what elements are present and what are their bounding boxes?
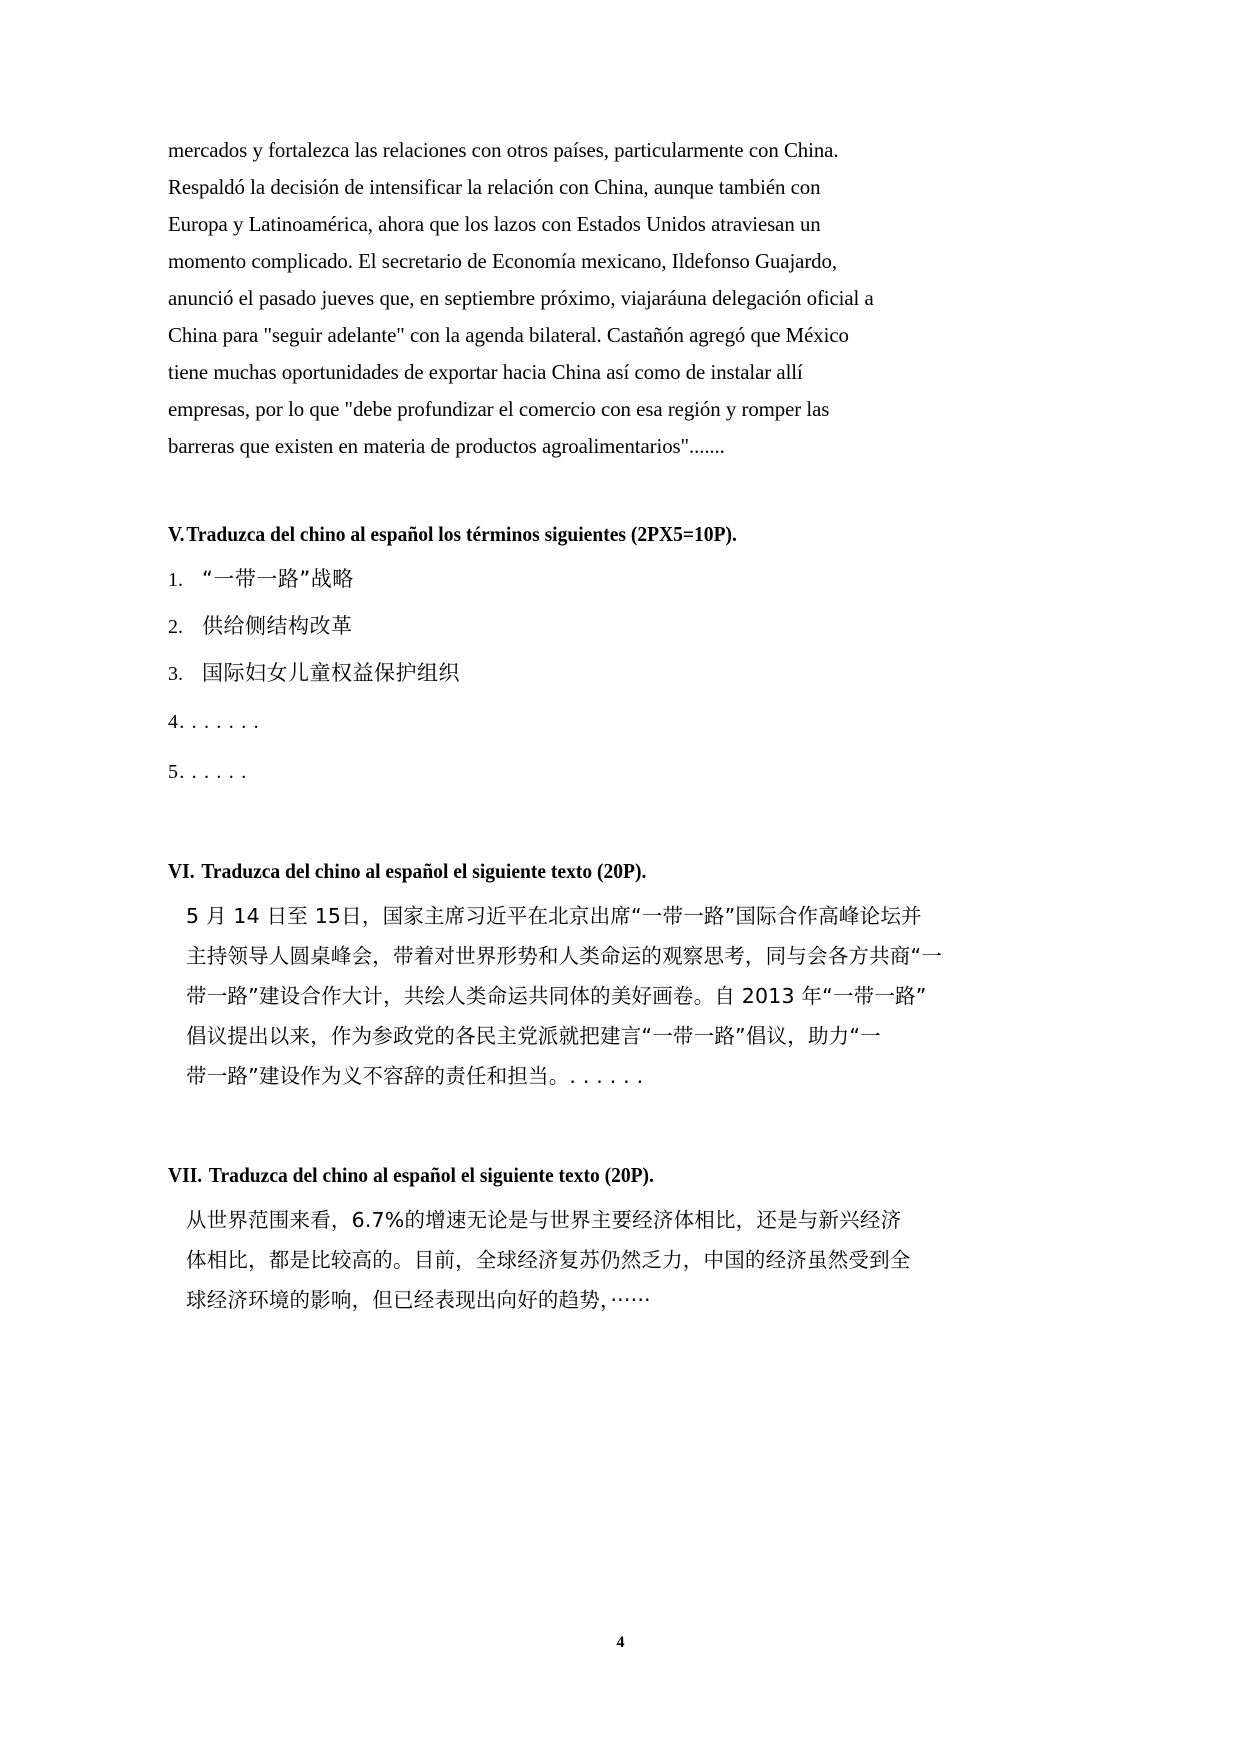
list-item-number: 3. <box>168 663 183 685</box>
list-item-text: 供给侧结构改革 <box>202 614 353 638</box>
section-spacer <box>168 840 908 856</box>
section-title-vii: Traduzca del chino al español el siguiente texto (20P). <box>208 1163 654 1187</box>
list-item <box>168 612 908 641</box>
chinese-body-vii <box>168 1200 911 1320</box>
heading-spacer <box>168 549 908 565</box>
page-number: 4 <box>616 1634 625 1651</box>
body-line: 从世界范围来看，6.7%的增速无论是与世界主要经济体相比，还是与新兴经济 <box>186 1208 902 1232</box>
paragraph-line: Respaldó la decisión de intensificar la relación con China, aunque también con <box>168 175 821 199</box>
chinese-body-vi <box>168 896 943 1096</box>
paragraph-line: tiene muchas oportunidades de exportar hacia China así como de instalar allí <box>168 360 803 384</box>
list-item-number: 1. <box>168 569 183 591</box>
section-numeral-vii: VII. <box>168 1163 203 1187</box>
list-item-placeholder: 5. . . . . . <box>168 761 248 783</box>
section-spacer <box>168 1150 908 1160</box>
heading-spacer <box>168 1190 908 1200</box>
list-item-text: “一带一路”战略 <box>202 567 354 591</box>
section-spacer <box>168 1096 908 1150</box>
section-spacer <box>168 465 908 519</box>
list-item-number: 2. <box>168 616 183 638</box>
body-line: 带一路”建设作为义不容辞的责任和担当。. . . . . . <box>186 1064 644 1088</box>
list-item <box>168 565 908 594</box>
body-line: 带一路”建设合作大计，共绘人类命运共同体的美好画卷。自 2013 年“一带一路” <box>186 984 927 1008</box>
section-spacer <box>168 786 908 840</box>
paragraph-line: empresas, por lo que "debe profundizar el comercio con esa región y romper las <box>168 397 830 421</box>
body-line: 球经济环境的影响，但已经表现出向好的趋势，······ <box>186 1288 651 1312</box>
heading-spacer <box>168 886 908 896</box>
spanish-paragraph <box>168 132 886 465</box>
list-item-placeholder: 4. . . . . . . <box>168 711 260 733</box>
section-numeral-vi: VI. <box>168 859 195 883</box>
body-line: 主持领导人圆桌峰会，带着对世界形势和人类命运的观察思考，同与会各方共商“一 <box>186 944 943 968</box>
section-title-v: Traduzca del chino al español los términos siguientes (2PX5=10P). <box>186 522 737 546</box>
section-heading-v <box>168 519 856 549</box>
paragraph-line: Europa y Latinoamérica, ahora que los lazos con Estados Unidos atraviesan un <box>168 212 821 236</box>
body-line: 5 月 14 日至 15日，国家主席习近平在北京出席“一带一路”国际合作高峰论坛并 <box>186 904 922 928</box>
section-title-vi: Traduzca del chino al español el siguiente texto (20P). <box>201 859 647 883</box>
section-numeral-v: V. <box>168 522 185 546</box>
section-heading-vi <box>168 856 856 886</box>
body-line: 倡议提出以来，作为参政党的各民主党派就把建言“一带一路”倡议，助力“一 <box>186 1024 881 1048</box>
page-content <box>168 132 943 1320</box>
paragraph-line: China para "seguir adelante" con la agenda bilateral. Castañón agregó que México <box>168 323 849 347</box>
paragraph-line: momento complicado. El secretario de Economía mexicano, Ildefonso Guajardo, <box>168 249 837 273</box>
section-heading-vii <box>168 1160 856 1190</box>
list-item <box>168 659 908 688</box>
paragraph-line: anunció el pasado jueves que, en septiembre próximo, viajaráuna delegación oficial a <box>168 286 874 310</box>
body-line: 体相比，都是比较高的。目前，全球经济复苏仍然乏力，中国的经济虽然受到全 <box>186 1248 911 1272</box>
list-item-text: 国际妇女儿童权益保护组织 <box>202 661 460 685</box>
paragraph-line: barreras que existen en materia de productos agroalimentarios"....... <box>168 434 725 458</box>
paragraph-line: mercados y fortalezca las relaciones con otros países, particularmente con China. <box>168 138 839 162</box>
term-list-v <box>168 565 908 786</box>
